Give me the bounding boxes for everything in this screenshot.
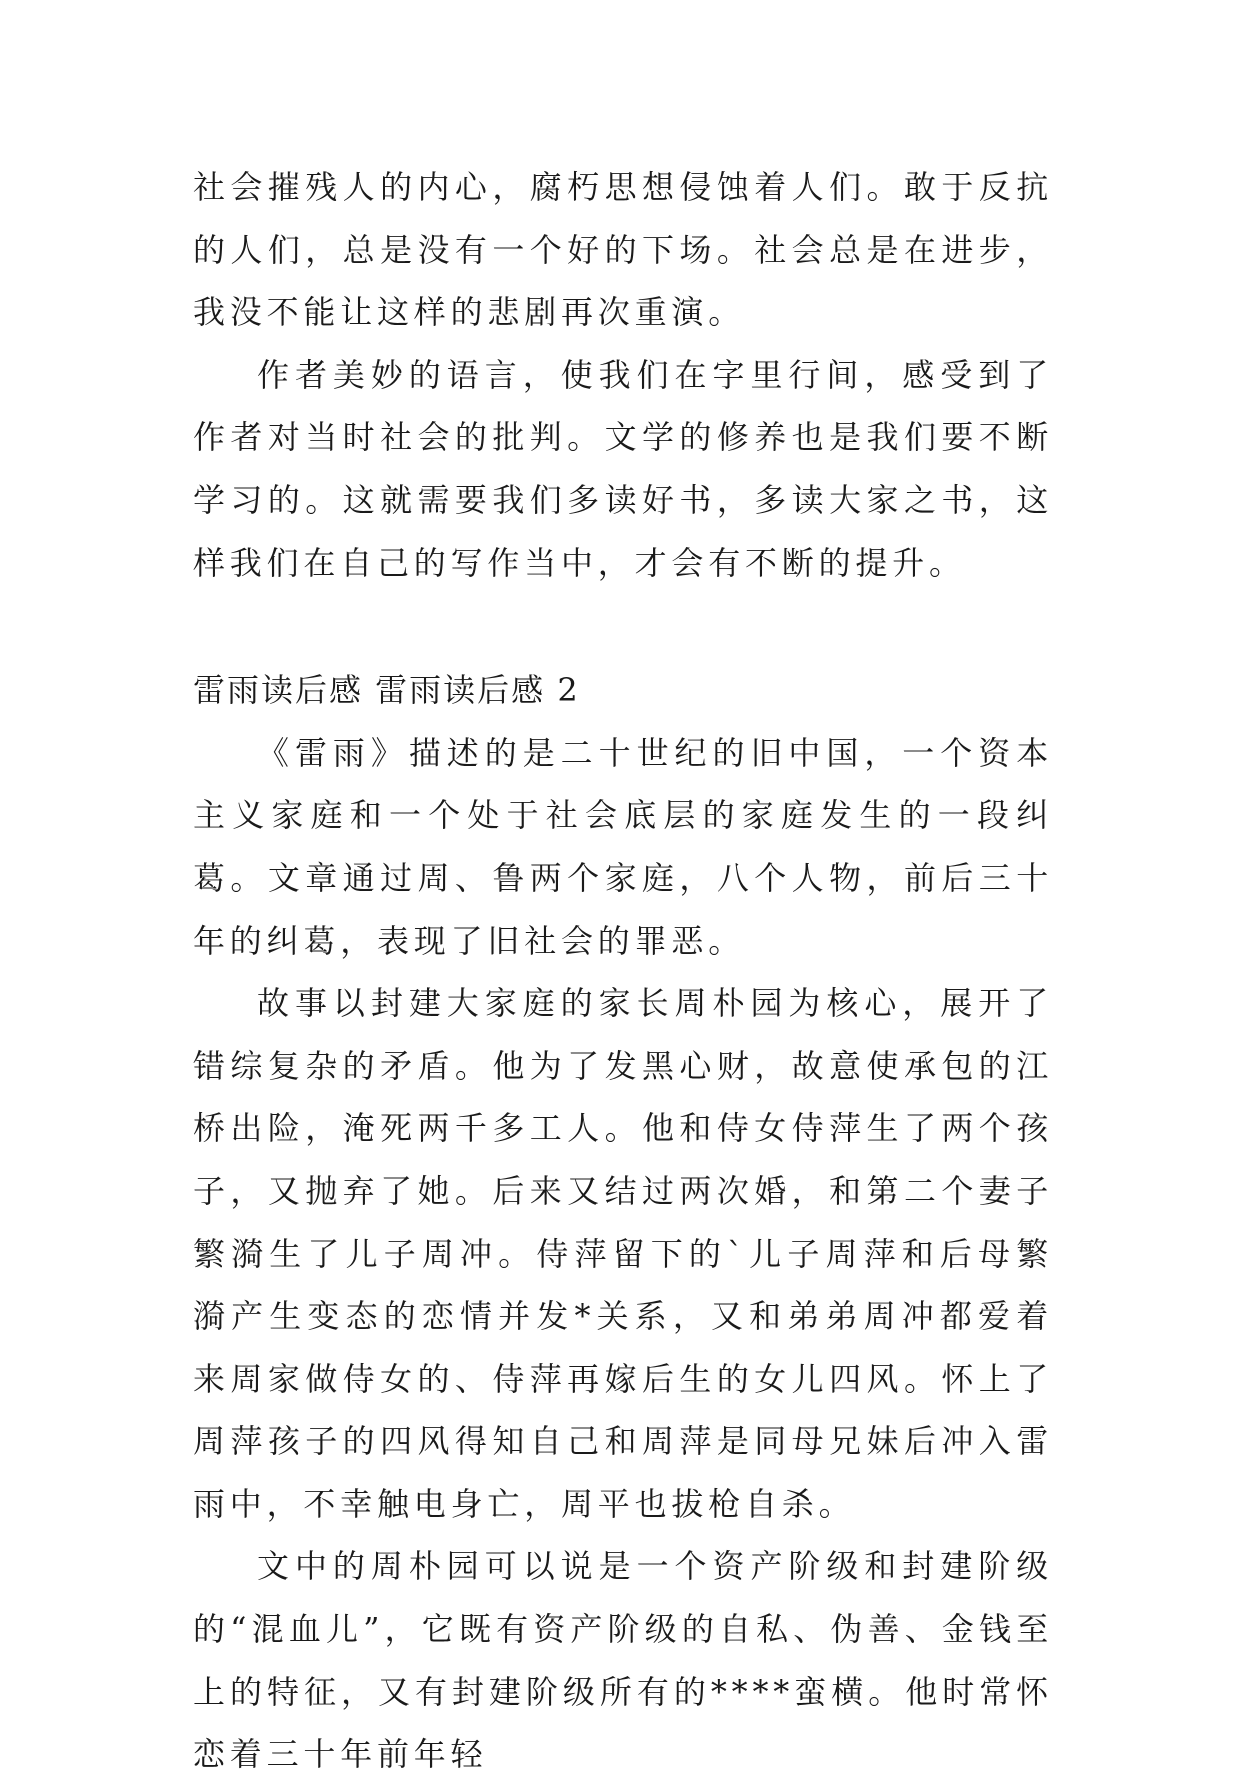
paragraph-1: 社会摧残人的内心，腐朽思想侵蚀着人们。敢于反抗的人们，总是没有一个好的下场。社会总是在进步，我没不能让这样的悲剧再次重演。 — [193, 168, 1053, 332]
section-heading: 雷雨读后感 雷雨读后感 2 — [193, 671, 580, 710]
paragraph-4: 故事以封建大家庭的家长周朴园为核心，展开了错综复杂的矛盾。他为了发黑心财，故意使承包的江桥出险，淹死两千多工人。他和侍女侍萍生了两个孩子，又抛弃了她。后来又结过两次婚，和第二个妻子繁漪生了儿子周冲。侍萍留下的`儿子周萍和后母繁漪产生变态的恋情并发*关系，又和弟弟周冲都爱着来周家做侍女的、侍萍再嫁后生的女儿四风。怀上了周萍孩子的四风得知自己和周萍是同母兄妹后冲入雷雨中，不幸触电身亡，周平也拔枪自杀。 — [193, 984, 1053, 1523]
paragraph-5: 文中的周朴园可以说是一个资产阶级和封建阶级的“混血儿”，它既有资产阶级的自私、伪善、金钱至上的特征，又有封建阶级所有的****蛮横。他时常怀恋着三十年前年轻 — [193, 1547, 1053, 1774]
paragraph-2: 作者美妙的语言，使我们在字里行间，感受到了作者对当时社会的批判。文学的修养也是我们要不断学习的。这就需要我们多读好书，多读大家之书，这样我们在自己的写作当中，才会有不断的提升。 — [193, 355, 1053, 582]
document-page — [193, 156, 1053, 1786]
paragraph-3: 《雷雨》描述的是二十世纪的旧中国，一个资本主义家庭和一个处于社会底层的家庭发生的一段纠葛。文章通过周、鲁两个家庭，八个人物，前后三十年的纠葛，表现了旧社会的罪恶。 — [193, 733, 1053, 960]
